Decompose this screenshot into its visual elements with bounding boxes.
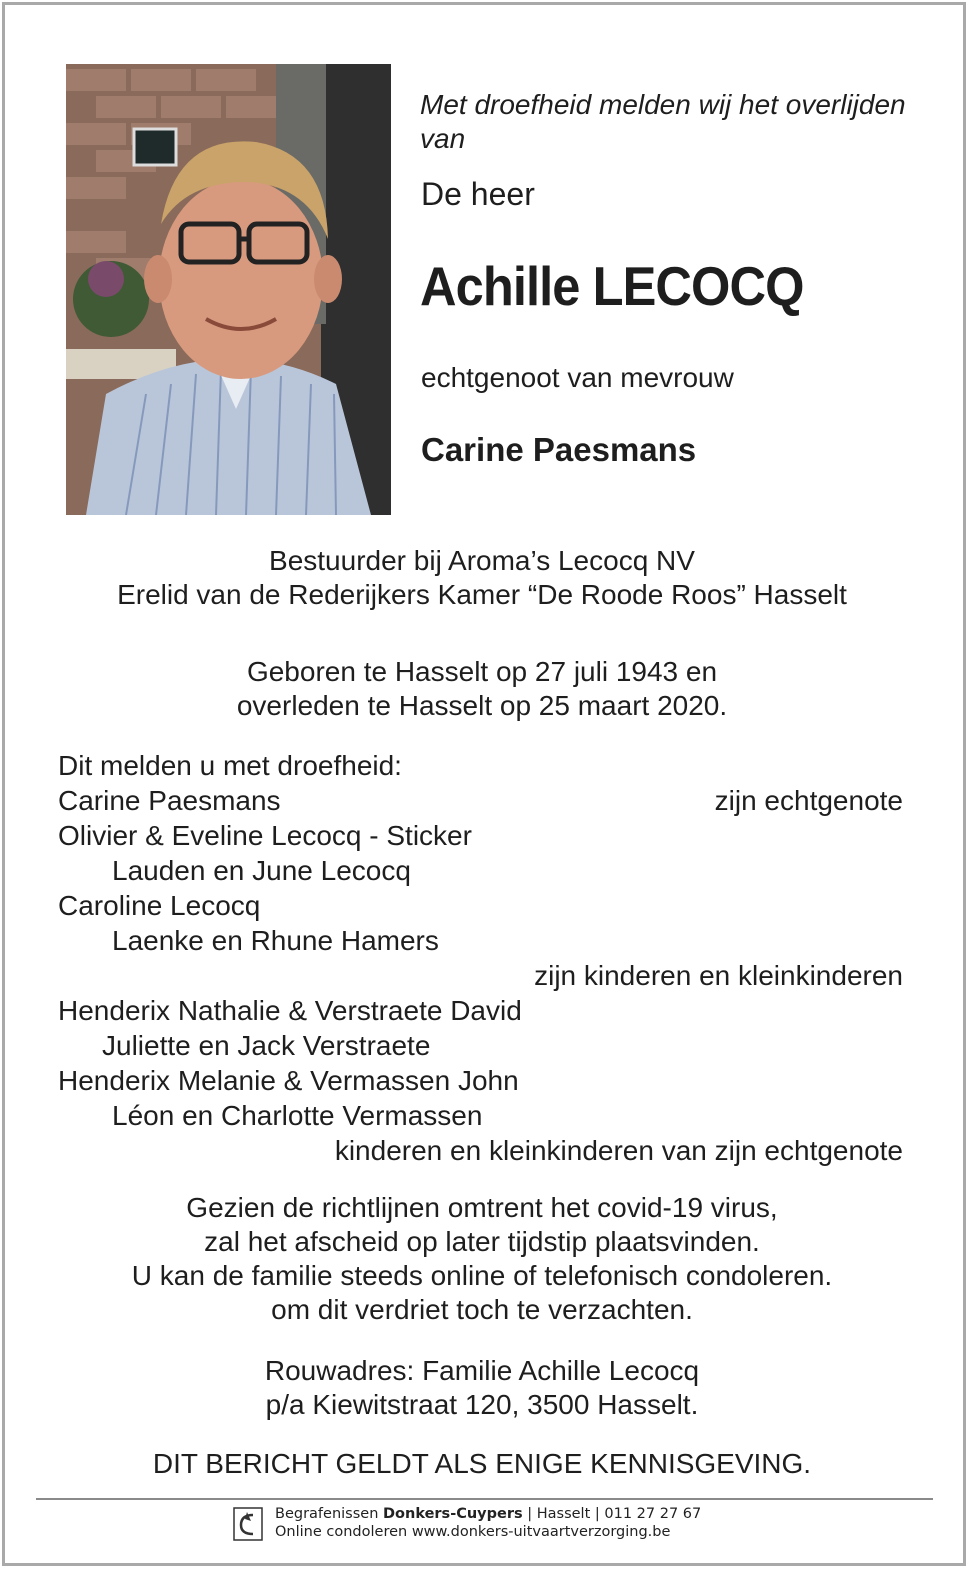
address-line: p/a Kiewitstraat 120, 3500 Hasselt.	[265, 1389, 699, 1420]
family-spouse-relation: zijn echtgenote	[714, 785, 903, 816]
footer-phone: 011 27 27 67	[604, 1506, 702, 1522]
role-line: Erelid van de Rederijkers Kamer “De Roode Roos” Hasselt	[117, 579, 847, 610]
footer-prefix: Begrafenissen	[275, 1506, 379, 1522]
footer-line-1	[275, 1505, 701, 1523]
footer-online-label: Online condoleren	[275, 1524, 408, 1540]
address-line: Rouwadres: Familie Achille Lecocq	[264, 1355, 700, 1386]
family-step-grandchildren: Juliette en Jack Verstraete	[102, 1030, 431, 1061]
covid-line: Gezien de richtlijnen omtrent het covid-19 virus,	[186, 1192, 778, 1223]
children-relation: zijn kinderen en kleinkinderen	[534, 960, 903, 991]
footer-website-link[interactable]: www.donkers-uitvaartverzorging.be	[411, 1524, 671, 1540]
death-line: overleden te Hasselt op 25 maart 2020.	[236, 690, 728, 721]
covid-line: om dit verdriet toch te verzachten.	[271, 1294, 693, 1325]
birth-line: Geboren te Hasselt op 27 juli 1943 en	[246, 656, 718, 687]
stepchildren-relation-row	[58, 1133, 903, 1168]
family-heading: Dit melden u met droefheid:	[58, 750, 402, 781]
mourning-address	[0, 1354, 964, 1422]
salutation: De heer	[421, 176, 535, 212]
deceased-name: Achille LECOCQ	[420, 255, 804, 317]
family-stepchild: Henderix Nathalie & Verstraete David	[58, 995, 522, 1026]
covid-line: U kan de familie steeds online of telefonisch condoleren.	[131, 1260, 833, 1291]
children-relation-row	[58, 958, 903, 993]
footer-company: Donkers-Cuypers	[383, 1506, 523, 1522]
footer-divider	[36, 1498, 933, 1500]
family-list	[58, 748, 903, 1168]
portrait-photo	[66, 64, 391, 515]
footer-text	[275, 1505, 701, 1541]
family-spouse-name: Carine Paesmans	[58, 785, 281, 816]
family-grandchildren: Lauden en June Lecocq	[112, 855, 411, 886]
footer-city: Hasselt	[536, 1506, 591, 1522]
spouse-name: Carine Paesmans	[421, 431, 697, 468]
family-grandchildren: Laenke en Rhune Hamers	[112, 925, 439, 956]
final-notice: DIT BERICHT GELDT ALS ENIGE KENNISGEVING.	[152, 1448, 812, 1479]
dates-block	[0, 655, 964, 723]
family-step-grandchildren: Léon en Charlotte Vermassen	[112, 1100, 483, 1131]
footer-line-2	[275, 1523, 701, 1541]
funeral-home-logo-icon	[233, 1507, 263, 1541]
covid-notice	[0, 1191, 964, 1327]
spouse-relation: echtgenoot van mevrouw	[421, 362, 734, 393]
intro-text: Met droefheid melden wij het overlijden van	[420, 89, 906, 154]
footer-separator: |	[527, 1506, 533, 1522]
roles-block	[0, 544, 964, 612]
family-child: Olivier & Eveline Lecocq - Sticker	[58, 820, 472, 851]
family-child: Caroline Lecocq	[58, 890, 261, 921]
family-spouse-row	[58, 783, 903, 818]
stepchildren-relation: kinderen en kleinkinderen van zijn echtgenote	[334, 1135, 903, 1166]
covid-line: zal het afscheid op later tijdstip plaatsvinden.	[204, 1226, 760, 1257]
footer-separator: |	[594, 1506, 600, 1522]
family-stepchild: Henderix Melanie & Vermassen John	[58, 1065, 519, 1096]
role-line: Bestuurder bij Aroma’s Lecocq NV	[269, 545, 695, 576]
